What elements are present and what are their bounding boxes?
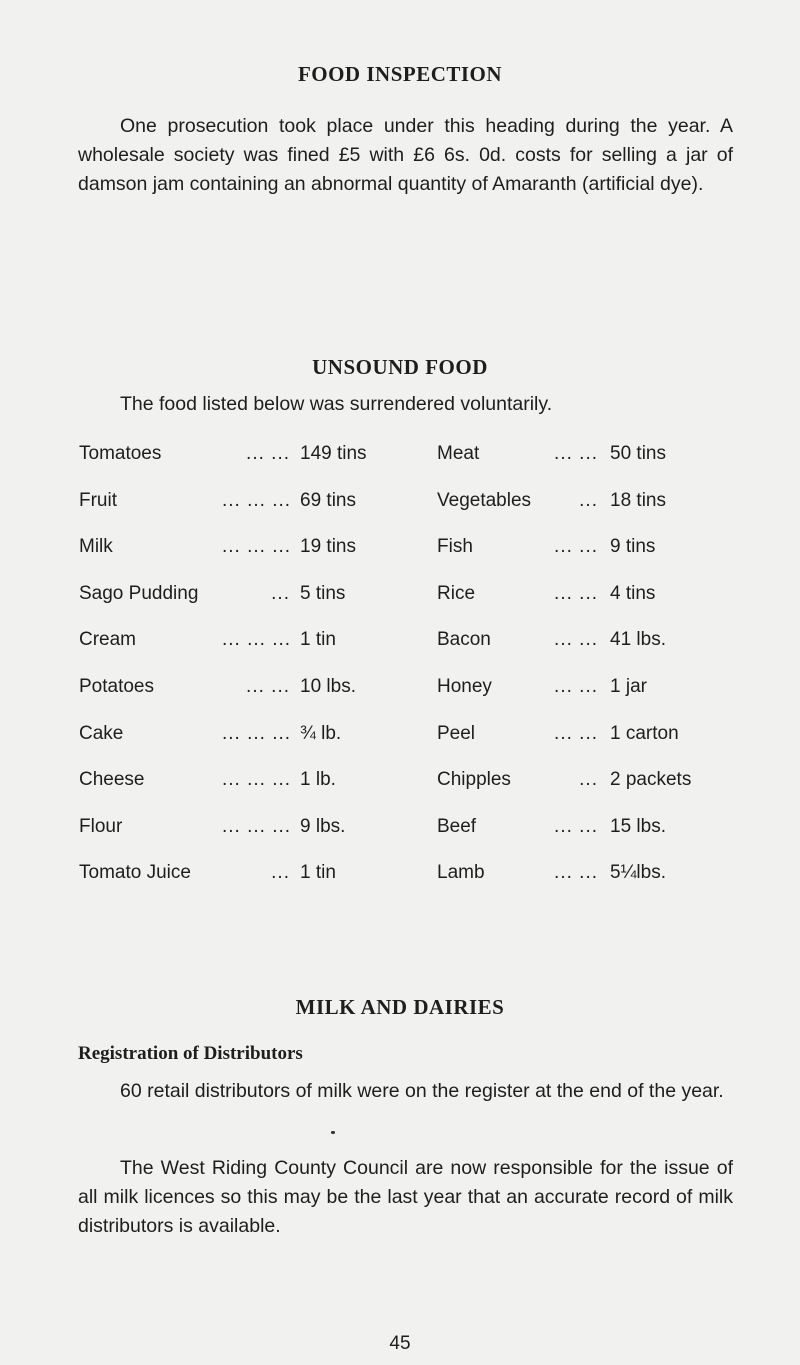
right-item-name: Rice [437,582,476,604]
left-leader-dots: ... ... [246,443,290,464]
left-quantity: 1 tin [300,629,336,651]
right-leader-dots: ... [579,769,598,791]
right-leader-dots: ... ... [554,582,598,604]
right-item-name: Vegetables [437,489,532,511]
right-item-name: Beef [437,815,477,837]
left-item-name: Cream [79,629,137,651]
left-item-name: Flour [79,815,123,837]
right-item-name: Bacon [437,629,491,651]
right-item-name: Chipples [437,769,511,791]
right-leader-dots: ... ... [554,815,598,837]
right-leader-dots: ... ... [554,629,598,651]
unsound-food-intro: The food listed below was surrendered voluntarily. [120,393,553,415]
right-quantity: 1 carton [610,722,679,744]
page-number: 45 [389,1333,411,1354]
left-leader-dots: ... [271,862,290,884]
food-table-row [0,443,800,473]
food-table-row [0,583,800,613]
right-leader-dots: ... ... [554,722,598,744]
left-item-name: Fruit [79,489,117,511]
food-table-row [0,862,800,892]
food-table-row [0,536,800,566]
food-table-row [0,769,800,799]
print-speck [331,1131,335,1134]
right-quantity: 1 jar [610,676,647,697]
left-leader-dots: ... [271,582,290,604]
left-leader-dots: ... ... ... [222,722,292,744]
left-quantity: 5 tins [300,582,346,604]
left-quantity: 149 tins [300,443,367,464]
left-leader-dots: ... ... ... [222,629,292,651]
right-leader-dots: ... ... [554,862,598,884]
right-quantity: 18 tins [610,489,666,511]
right-quantity: 15 lbs. [610,815,666,837]
right-quantity: 41 lbs. [610,629,666,651]
left-item-name: Cake [79,722,124,744]
left-item-name: Tomato Juice [79,862,191,884]
right-quantity: 50 tins [610,443,666,464]
right-leader-dots: ... ... [554,536,598,558]
left-item-name: Potatoes [79,676,154,697]
food-table-row [0,816,800,846]
left-item-name: Tomatoes [79,443,162,464]
right-item-name: Lamb [437,862,485,884]
food-inspection-heading: FOOD INSPECTION [297,62,503,86]
left-quantity: 1 lb. [300,769,336,791]
milk-dairies-heading: MILK AND DAIRIES [295,995,505,1019]
left-leader-dots: ... ... ... [222,536,292,558]
left-leader-dots: ... ... ... [222,815,292,837]
left-item-name: Sago Pudding [79,582,199,604]
right-item-name: Honey [437,676,492,697]
right-quantity: 5¼lbs. [610,862,666,884]
left-item-name: Milk [79,536,113,558]
left-quantity: 1 tin [300,862,336,884]
right-item-name: Meat [437,443,480,464]
left-quantity: ¾ lb. [300,722,342,744]
left-leader-dots: ... ... ... [222,769,292,791]
milk-paragraph-2: The West Riding County Council are now responsible for the issue of all milk licences so this may be the last year that an accurate record of milk distributors is available. [78,1157,733,1237]
right-leader-dots: ... ... [554,676,598,697]
right-leader-dots: ... ... [554,443,598,464]
right-quantity: 2 packets [610,769,692,791]
registration-subheading: Registration of Distributors [78,1043,303,1064]
food-table-row [0,490,800,520]
left-leader-dots: ... ... ... [222,489,292,511]
left-leader-dots: ... ... [246,676,290,697]
milk-paragraph-1: 60 retail distributors of milk were on the register at the end of the year. [120,1080,724,1102]
right-item-name: Fish [437,536,473,558]
right-item-name: Peel [437,722,476,744]
unsound-food-heading: UNSOUND FOOD [312,355,488,379]
food-inspection-paragraph: One prosecution took place under this heading during the year. A wholesale society was fined £5 with £6 6s. 0d. costs for selling a jar of damson jam containing an abnormal quantity of Amaranth (artificial dye). [78,115,733,195]
food-table-row [0,676,800,706]
right-quantity: 4 tins [610,582,656,604]
left-quantity: 69 tins [300,489,356,511]
right-leader-dots: ... [579,489,598,511]
food-table-row [0,629,800,659]
left-quantity: 10 lbs. [300,676,356,697]
left-quantity: 19 tins [300,536,356,558]
right-quantity: 9 tins [610,536,656,558]
left-quantity: 9 lbs. [300,815,346,837]
food-table-row [0,723,800,753]
left-item-name: Cheese [79,769,145,791]
